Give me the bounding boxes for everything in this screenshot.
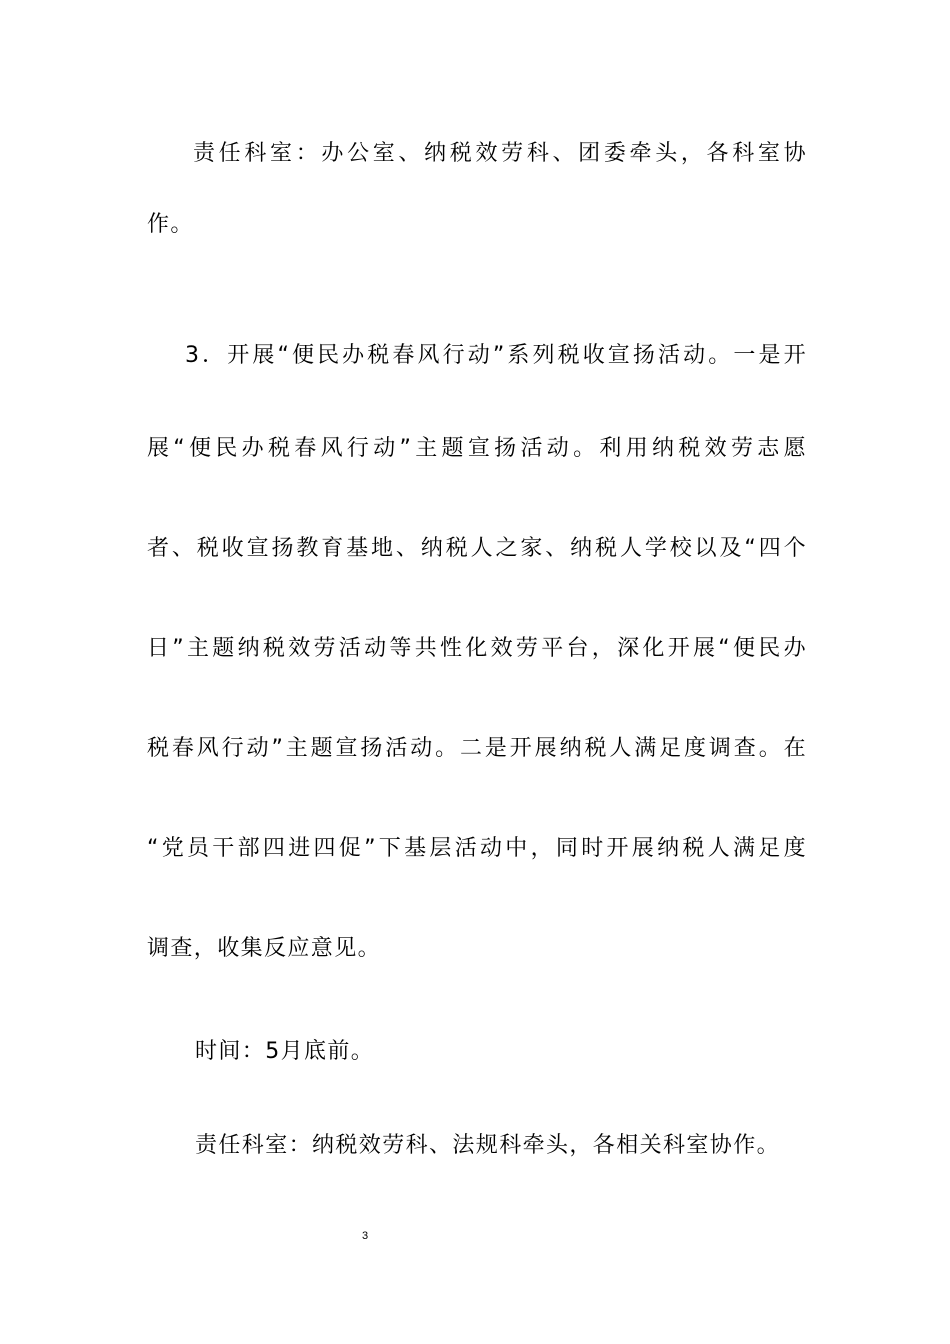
paragraph-line: 3．开展“便民办税春风行动”系列税收宣扬活动。一是开 <box>185 343 807 368</box>
paragraph-line: 时间：5月底前。 <box>195 1039 375 1064</box>
paragraph-line: 者、税收宣扬教育基地、纳税人之家、纳税人学校以及“四个 <box>147 536 807 561</box>
paragraph-line: 展“便民办税春风行动”主题宣扬活动。利用纳税效劳志愿 <box>147 436 807 461</box>
paragraph-line: 作。 <box>147 212 194 237</box>
paragraph-line: 调查，收集反应意见。 <box>147 936 382 961</box>
page-number: 3 <box>361 1230 369 1242</box>
paragraph-line: 日”主题纳税效劳活动等共性化效劳平台，深化开展“便民办 <box>147 636 807 661</box>
paragraph-line: “党员干部四进四促”下基层活动中，同时开展纳税人满足度 <box>147 836 807 861</box>
paragraph-line: 责任科室：纳税效劳科、法规科牵头，各相关科室协作。 <box>195 1133 781 1158</box>
paragraph-line: 责任科室：办公室、纳税效劳科、团委牵头，各科室协 <box>193 141 807 166</box>
paragraph-line: 税春风行动”主题宣扬活动。二是开展纳税人满足度调查。在 <box>147 736 807 761</box>
